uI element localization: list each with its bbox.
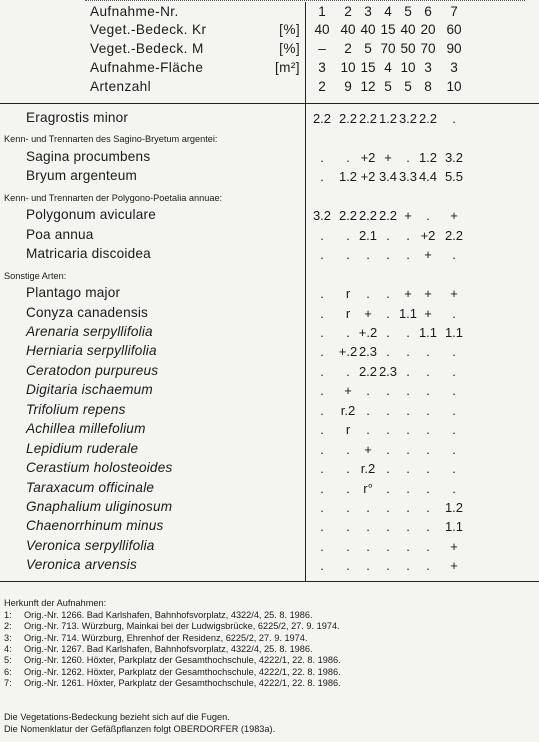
- header-cell: 5: [364, 41, 372, 56]
- table-cell: 3.3: [398, 169, 418, 185]
- table-cell: 1.1: [444, 324, 464, 340]
- header-cell: 90: [446, 41, 462, 56]
- note-line: [4, 644, 313, 655]
- species-name: Veronica serpyllifolia: [26, 537, 155, 553]
- species-row: [0, 149, 539, 169]
- table-cell: .: [406, 247, 410, 263]
- header-cell: 50: [400, 41, 416, 56]
- table-cell: .: [386, 422, 390, 438]
- table-cell: .: [452, 480, 456, 496]
- table-cell: .: [346, 227, 350, 243]
- table-cell: .: [366, 422, 370, 438]
- header-cell: 2: [344, 41, 352, 56]
- species-name: Matricaria discoidea: [26, 246, 151, 262]
- table-cell: .: [426, 480, 430, 496]
- header-cell: 3: [364, 4, 372, 19]
- header-row: [0, 79, 539, 99]
- table-cell: .: [452, 383, 456, 399]
- table-cell: .: [386, 324, 390, 340]
- table-cell: .: [320, 324, 324, 340]
- table-cell: .: [346, 558, 350, 574]
- header-cell: 40: [314, 22, 330, 37]
- table-cell: +: [404, 208, 412, 224]
- header-cell: 70: [380, 41, 396, 56]
- header-cell: 3: [424, 60, 432, 75]
- header-label: [90, 4, 300, 19]
- species-row: [0, 421, 539, 441]
- table-cell: 1.2: [418, 149, 438, 165]
- species-row: [0, 460, 539, 480]
- species-name: Herniaria serpyllifolia: [26, 343, 157, 359]
- note-text: Orig.-Nr. 1266. Bad Karlshafen, Bahnhofsvorplatz, 4322/4, 25. 8. 1986.: [24, 610, 313, 620]
- species-name: Bryum argenteum: [26, 168, 138, 184]
- table-cell: +.2: [358, 324, 378, 340]
- table-cell: .: [346, 538, 350, 554]
- header-cell: 2: [344, 4, 352, 19]
- table-cell: .: [426, 500, 430, 515]
- table-cell: .: [320, 305, 324, 321]
- header-label-text: Artenzahl: [90, 79, 152, 94]
- table-cell: 1.1: [398, 305, 418, 321]
- table-cell: .: [386, 480, 390, 496]
- species-name: Polygonum aviculare: [26, 207, 156, 223]
- header-cell: 1: [318, 4, 326, 19]
- table-cell: 4.4: [418, 169, 438, 185]
- table-cell: .: [406, 324, 410, 340]
- table-cell: .: [320, 383, 324, 399]
- species-row: [0, 538, 539, 558]
- table-cell: 2.2: [338, 111, 358, 126]
- footer-note: Die Nomenklatur der Gefäßpflanzen folgt OBERDORFER (1983a).: [4, 724, 276, 734]
- table-cell: 3.4: [378, 169, 398, 185]
- species-row: [0, 382, 539, 402]
- species-name: Trifolium repens: [26, 401, 126, 417]
- table-cell: .: [406, 480, 410, 496]
- table-cell: .: [346, 324, 350, 340]
- species-name: Taraxacum officinale: [26, 479, 155, 495]
- note-number: 7:: [4, 677, 12, 688]
- table-cell: .: [386, 247, 390, 263]
- table-cell: +: [364, 305, 372, 321]
- table-cell: 2.2: [378, 208, 398, 224]
- table-cell: .: [426, 461, 430, 477]
- note-number: 3:: [4, 632, 12, 643]
- header-cell: 10: [400, 60, 416, 75]
- table-cell: .: [386, 227, 390, 243]
- species-name: Poa annua: [26, 226, 94, 242]
- species-name: Plantago major: [26, 285, 121, 301]
- species-name: Conyza canadensis: [26, 304, 149, 320]
- species-name: Chaenorrhinum minus: [26, 518, 164, 534]
- species-row: [0, 227, 539, 247]
- table-cell: .: [406, 461, 410, 477]
- table-cell: 2.2: [338, 208, 358, 224]
- species-row: [0, 305, 539, 325]
- header-cell: 9: [344, 79, 352, 94]
- table-cell: .: [386, 558, 390, 574]
- table-cell: r: [345, 422, 351, 438]
- species-row: [0, 499, 539, 519]
- species-row: [0, 402, 539, 422]
- header-cell: 6: [424, 4, 432, 19]
- table-cell: +2: [420, 227, 436, 243]
- table-cell: .: [426, 441, 430, 457]
- table-cell: +: [404, 286, 412, 302]
- table-cell: .: [366, 558, 370, 574]
- table-cell: .: [452, 422, 456, 438]
- species-name: Cerastium holosteoides: [26, 460, 173, 476]
- table-cell: r.2: [360, 461, 376, 477]
- header-cell: 3: [318, 60, 326, 75]
- table-cell: .: [320, 149, 324, 165]
- header-cell: 3: [450, 60, 458, 75]
- table-cell: 1.1: [444, 519, 464, 535]
- section-heading: Kenn- und Trennarten der Polygono-Poetalia annuae:: [4, 192, 223, 203]
- header-cell: 10: [340, 60, 356, 75]
- note-number: 6:: [4, 666, 12, 677]
- table-cell: .: [406, 383, 410, 399]
- table-cell: .: [320, 247, 324, 263]
- table-cell: .: [386, 344, 390, 360]
- species-name: Eragrostis minor: [26, 110, 129, 125]
- table-cell: .: [426, 422, 430, 438]
- table-cell: 2.2: [418, 111, 438, 126]
- header-row: [0, 41, 539, 61]
- species-row: [0, 246, 539, 266]
- table-cell: .: [320, 538, 324, 554]
- table-cell: .: [386, 402, 390, 418]
- table-cell: 2.1: [358, 227, 378, 243]
- table-cell: .: [452, 305, 456, 321]
- header-cell: 4: [384, 60, 392, 75]
- note-text: Orig.-Nr. 1262. Höxter, Parkplatz der Gesamthochschule, 4222/1, 22. 8. 1986.: [24, 666, 341, 677]
- table-cell: .: [426, 363, 430, 379]
- table-cell: .: [452, 402, 456, 418]
- table-cell: .: [452, 247, 456, 263]
- table-cell: .: [320, 480, 324, 496]
- header-label-text: Veget.-Bedeck. M: [90, 41, 204, 56]
- table-cell: .: [346, 480, 350, 496]
- table-cell: +: [384, 149, 392, 165]
- header-label: [90, 41, 300, 56]
- table-cell: .: [426, 519, 430, 535]
- header-unit: [m²]: [274, 60, 300, 75]
- table-cell: .: [426, 344, 430, 360]
- table-cell: .: [346, 247, 350, 263]
- table-cell: +: [424, 247, 432, 263]
- table-cell: +2: [360, 169, 376, 185]
- header-unit: [%]: [279, 41, 300, 56]
- note-line: [4, 610, 313, 621]
- table-cell: .: [452, 461, 456, 477]
- header-cell: 40: [340, 22, 356, 37]
- header-label: [90, 22, 300, 37]
- note-text: Orig.-Nr. 714. Würzburg, Ehrenhof der Residenz, 6225/2, 27. 9. 1974.: [24, 632, 308, 643]
- table-cell: 1.2: [338, 169, 358, 185]
- table-cell: .: [366, 402, 370, 418]
- table-cell: .: [320, 422, 324, 438]
- header-label-text: Aufnahme-Fläche: [90, 60, 204, 75]
- species-row: [0, 168, 539, 188]
- table-cell: .: [320, 441, 324, 457]
- table-cell: 2.2: [312, 111, 332, 126]
- footer-note: Die Vegetations-Bedeckung bezieht sich auf die Fugen.: [4, 712, 230, 722]
- table-cell: .: [320, 169, 324, 185]
- table-cell: .: [386, 286, 390, 302]
- note-number: 5:: [4, 655, 12, 666]
- header-row: [0, 4, 539, 24]
- table-cell: .: [320, 558, 324, 574]
- table-cell: r: [345, 305, 351, 321]
- species-name: Arenaria serpyllifolia: [26, 323, 153, 339]
- table-cell: .: [386, 519, 390, 535]
- table-cell: +: [450, 558, 458, 574]
- note-number: 1:: [4, 610, 12, 620]
- header-row: [0, 22, 539, 42]
- table-cell: 2.2: [358, 208, 378, 224]
- table-cell: .: [406, 149, 410, 165]
- table-cell: 5.5: [444, 169, 464, 185]
- table-cell: .: [386, 383, 390, 399]
- table-cell: .: [406, 422, 410, 438]
- table-cell: .: [320, 227, 324, 243]
- species-name: Digitaria ischaemum: [26, 382, 153, 398]
- header-cell: 8: [424, 79, 432, 94]
- table-cell: +: [424, 305, 432, 321]
- bottom-rule: [0, 581, 539, 582]
- species-name: Achillea millefolium: [26, 421, 146, 437]
- table-cell: .: [386, 305, 390, 321]
- table-cell: +: [450, 538, 458, 554]
- table-cell: +: [450, 286, 458, 302]
- table-cell: .: [406, 363, 410, 379]
- table-cell: 2.3: [378, 363, 398, 379]
- note-line: [4, 621, 340, 632]
- header-cell: 60: [446, 22, 462, 37]
- table-cell: .: [320, 500, 324, 515]
- table-cell: .: [386, 461, 390, 477]
- species-row: [0, 285, 539, 305]
- table-cell: .: [452, 441, 456, 457]
- header-cell: 20: [420, 22, 436, 37]
- table-cell: r: [345, 286, 351, 302]
- species-name: Veronica arvensis: [26, 557, 137, 573]
- header-cell: 40: [360, 22, 376, 37]
- table-cell: .: [452, 344, 456, 360]
- table-cell: r°: [363, 480, 373, 496]
- table-cell: .: [346, 500, 350, 515]
- table-cell: .: [426, 558, 430, 574]
- note-text: Orig.-Nr. 713. Würzburg, Mainkai bei der Ludwigsbrücke, 6225/2, 27. 9. 1974.: [24, 621, 340, 632]
- table-cell: .: [406, 227, 410, 243]
- table-cell: .: [320, 363, 324, 379]
- header-row: [0, 60, 539, 80]
- header-cell: 7: [450, 4, 458, 19]
- table-cell: +2: [360, 149, 376, 165]
- header-cell: 15: [360, 60, 376, 75]
- table-cell: .: [346, 441, 350, 457]
- table-cell: .: [346, 149, 350, 165]
- table-cell: .: [366, 519, 370, 535]
- table-cell: .: [320, 519, 324, 535]
- table-cell: .: [346, 461, 350, 477]
- section-heading: Kenn- und Trennarten des Sagino-Bryetum argentei:: [4, 134, 218, 145]
- table-cell: .: [386, 538, 390, 554]
- header-cell: 5: [404, 4, 412, 19]
- table-cell: .: [366, 286, 370, 302]
- header-cell: 15: [380, 22, 396, 37]
- header-label-text: Aufnahme-Nr.: [90, 4, 179, 19]
- table-cell: .: [426, 402, 430, 418]
- table-cell: .: [366, 247, 370, 263]
- table-cell: 3.2: [312, 208, 332, 224]
- table-cell: .: [406, 538, 410, 554]
- species-row: [0, 363, 539, 383]
- header-cell: 10: [446, 79, 462, 94]
- header-rule: [0, 103, 539, 104]
- table-cell: 2.2: [358, 111, 378, 126]
- table-cell: .: [406, 402, 410, 418]
- table-cell: 3.2: [444, 149, 464, 165]
- table-cell: 2.2: [358, 363, 378, 379]
- header-cell: 5: [404, 79, 412, 94]
- table-cell: .: [406, 558, 410, 574]
- note-text: Orig.-Nr. 1261. Höxter, Parkplatz der Gesamthochschule, 4222/1, 22. 8. 1986.: [24, 677, 341, 688]
- note-line: [4, 633, 307, 644]
- species-row: [0, 480, 539, 500]
- table-cell: 2.2: [444, 227, 464, 243]
- note-line: [4, 678, 341, 689]
- header-label: [90, 79, 300, 94]
- note-text: Orig.-Nr. 1267. Bad Karlshafen, Bahnhofsvorplatz, 4322/4, 25. 8. 1986.: [24, 643, 313, 654]
- header-label-text: Veget.-Bedeck. Kr: [90, 22, 207, 37]
- header-cell: –: [318, 41, 326, 56]
- table-cell: .: [366, 500, 370, 515]
- table-cell: .: [346, 519, 350, 535]
- table-cell: .: [366, 538, 370, 554]
- table-cell: r.2: [340, 402, 356, 418]
- top-dotted-rule: [85, 0, 525, 1]
- table-cell: .: [320, 402, 324, 418]
- species-row: [0, 207, 539, 227]
- table-cell: +: [424, 286, 432, 302]
- species-row: [0, 518, 539, 538]
- table-cell: 1.1: [418, 324, 438, 340]
- note-text: Orig.-Nr. 1260. Höxter, Parkplatz der Gesamthochschule, 4222/1, 22. 8. 1986.: [24, 655, 341, 666]
- table-cell: .: [320, 344, 324, 360]
- table-cell: +: [344, 383, 352, 399]
- header-label: [90, 60, 300, 75]
- table-cell: .: [346, 363, 350, 379]
- species-row: [0, 110, 539, 130]
- table-cell: .: [386, 500, 390, 515]
- note-line: [4, 667, 341, 678]
- table-cell: 2.3: [358, 344, 378, 360]
- table-cell: +.2: [338, 344, 358, 360]
- table-cell: 1.2: [378, 111, 398, 126]
- table-cell: .: [452, 363, 456, 379]
- header-cell: 12: [360, 79, 376, 94]
- table-cell: 1.2: [444, 500, 464, 515]
- header-cell: 70: [420, 41, 436, 56]
- table-cell: .: [426, 208, 430, 224]
- table-cell: .: [320, 461, 324, 477]
- table-cell: .: [386, 441, 390, 457]
- species-row: [0, 324, 539, 344]
- species-name: Sagina procumbens: [26, 148, 151, 164]
- table-cell: .: [406, 344, 410, 360]
- note-number: 2:: [4, 621, 12, 632]
- table-cell: 3.2: [398, 111, 418, 126]
- table-cell: .: [406, 441, 410, 457]
- table-cell: .: [406, 519, 410, 535]
- section-heading: Sonstige Arten:: [4, 270, 67, 281]
- note-number: 4:: [4, 643, 12, 654]
- species-row: [0, 441, 539, 461]
- table-cell: .: [406, 500, 410, 515]
- species-name: Gnaphalium uliginosum: [26, 499, 173, 514]
- note-line: [4, 655, 341, 666]
- header-unit: [%]: [279, 22, 300, 37]
- header-cell: 4: [384, 4, 392, 19]
- header-cell: 40: [400, 22, 416, 37]
- table-cell: .: [366, 383, 370, 399]
- species-name: Ceratodon purpureus: [26, 362, 159, 378]
- header-cell: 2: [318, 79, 326, 94]
- table-cell: .: [426, 383, 430, 399]
- species-row: [0, 343, 539, 363]
- species-row: [0, 557, 539, 577]
- species-name: Lepidium ruderale: [26, 440, 139, 456]
- table-cell: .: [452, 111, 456, 126]
- header-cell: 5: [384, 79, 392, 94]
- table-cell: +: [364, 441, 372, 457]
- notes-title: Herkunft der Aufnahmen:: [4, 598, 107, 608]
- table-cell: +: [450, 208, 458, 224]
- table-cell: .: [426, 538, 430, 554]
- table-cell: .: [320, 286, 324, 302]
